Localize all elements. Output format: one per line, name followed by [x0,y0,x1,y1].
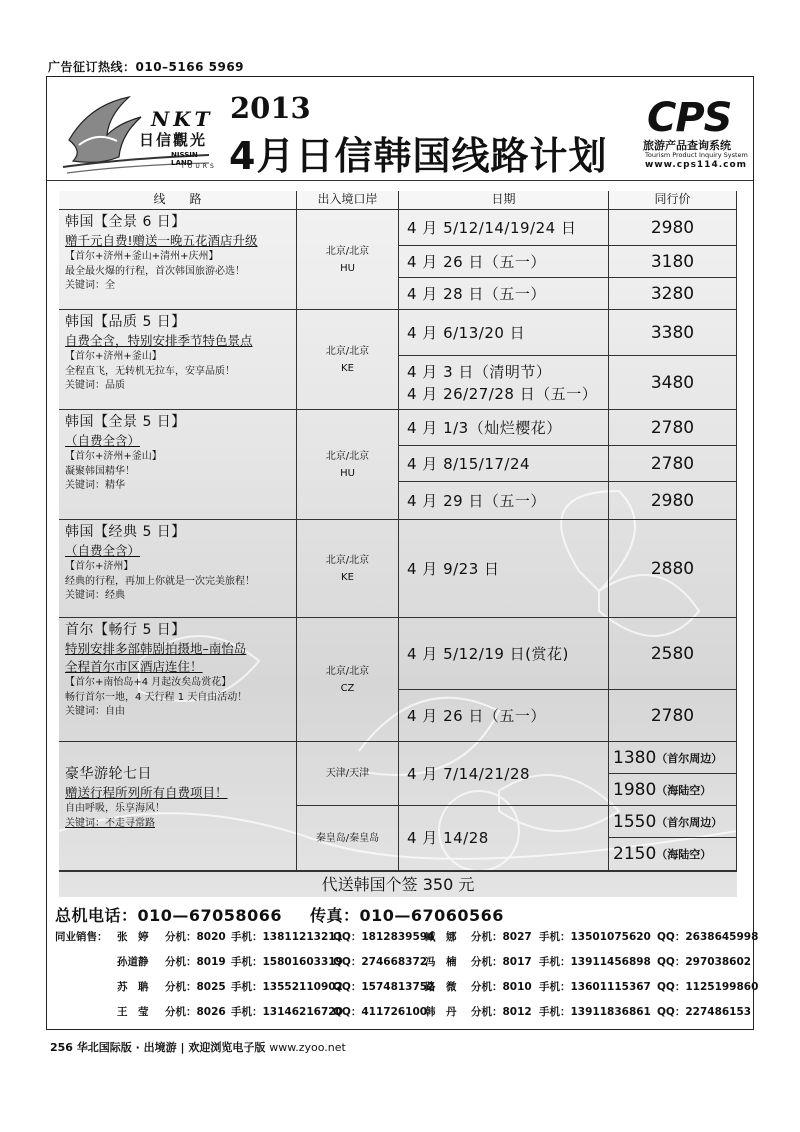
route-keyword: 关键词：不走寻常路 [65,817,155,829]
contact-name: 孙道静 [117,956,149,968]
port-city: 北京/北京 [325,665,370,677]
cruise-price [609,774,737,806]
main-phone: 总机电话：010—67058066 [55,906,282,925]
route-desc: 畅行首尔一地，4 天行程 1 天自由活动！ [65,691,248,703]
contact-qq: QQ：1812839594 [333,931,435,943]
contact-name: 张 婷 [117,931,149,943]
date-row: 4 月 29 日（五一） [399,482,609,520]
contact-name: 苏 聃 [117,981,149,993]
route-2 [59,310,297,410]
date-row: 4 月 26 日（五一） [399,690,609,742]
cruise-price [609,742,737,774]
price-value: 1980 [613,779,657,800]
contact-mobile: 手机：13601115367 [539,981,651,993]
price-cell: 2780 [609,690,737,742]
route-title: 韩国【经典 5 日】 [65,524,186,540]
cps-chinese: 旅游产品查询系统 [643,139,731,152]
price-value: 1380 [613,747,657,768]
date-row: 4 月 14/28 [399,806,609,871]
route-cities: 【首尔+济州+釜山】 [65,351,162,362]
price-tag: （首尔周边） [656,751,723,765]
contact-qq: QQ：227486153 [657,1006,752,1018]
route-1 [59,210,297,310]
header-price: 同行价 [609,191,737,210]
port-5 [297,618,399,742]
airline-code: HU [340,467,355,479]
page-frame [46,76,759,1030]
route-5 [59,618,297,742]
contact-ext: 分机：8019 [165,956,226,968]
date-line: 4 月 3 日（清明节） [407,362,552,381]
page-number: 256 [50,1041,73,1054]
price-cell: 2980 [609,210,737,246]
contact-mobile: 手机：13146216720 [231,1006,343,1018]
date-row: 4 月 26 日（五一） [399,246,609,278]
browse-label: 欢迎浏览电子版 [188,1041,266,1054]
price-cell: 3180 [609,246,737,278]
date-row: 4 月 28 日（五一） [399,278,609,310]
route-title: 韩国【全景 5 日】 [65,414,186,430]
header [47,77,753,181]
contact-qq: QQ：297038602 [657,956,752,968]
route-keyword: 关键词：全 [65,280,115,291]
port-city: 秦皇岛/秦皇岛 [315,832,380,844]
logo-tours: TOURS [181,163,217,170]
contact-qq: QQ：411726100 [333,1006,428,1018]
contact-ext: 分机：8012 [471,1006,532,1018]
route-desc: 最全最火爆的行程，首次韩国旅游必选！ [65,265,245,277]
year: 2013 [230,91,311,125]
cps-english: Tourism Product Inquiry System [645,151,748,159]
route-keyword: 关键词：精华 [65,480,125,491]
price-cell: 2780 [609,446,737,482]
date-row: 4 月 9/23 日 [399,520,609,618]
port-1 [297,210,399,310]
port-6b [297,806,399,871]
contact-name: 冯 楠 [425,956,457,968]
route-desc: 经典的行程，再加上你就是一次完美旅程！ [65,575,255,587]
route-desc: 自由呼吸，乐享海风！ [65,803,165,814]
contact-ext: 分机：8017 [471,956,532,968]
contact-name: 路 微 [425,981,457,993]
visa-notice: 代送韩国个签 350 元 [59,871,737,897]
cruise-price [609,806,737,838]
port-4 [297,520,399,618]
page-title: 4月日信韩国线路计划 [229,134,608,178]
date-row: 4 月 1/3（灿烂樱花） [399,410,609,446]
contact-mobile: 手机：13552110902 [231,981,343,993]
route-title: 豪华游轮七日 [65,766,152,782]
price-cell: 2780 [609,410,737,446]
port-2 [297,310,399,410]
contact-qq: QQ：1125199860 [657,981,759,993]
route-cities: 【首尔+济州】 [65,561,134,572]
contact-ext: 分机：8010 [471,981,532,993]
contact-name: 臧 娜 [425,931,457,943]
port-city: 北京/北京 [325,345,370,357]
date-row-multi [399,356,609,410]
logo-letters: NKT [151,107,214,131]
sales-label: 同业销售： [55,931,108,943]
price-tag: （首尔周边） [656,815,723,829]
footer-url[interactable]: www.zyoo.net [269,1041,346,1054]
route-keyword: 关键词：经典 [65,590,125,601]
footer-separator: | [180,1041,185,1054]
route-highlight: 赠送行程所列所有自费项目！ [65,785,228,800]
route-title: 韩国【品质 5 日】 [65,314,186,330]
header-route: 线 路 [59,191,297,210]
date-row: 4 月 6/13/20 日 [399,310,609,356]
airline-code: KE [341,571,354,583]
cps-logo: CPS [647,95,732,141]
airline-code: CZ [340,682,355,694]
phone-line [55,903,504,926]
price-cell: 3480 [609,356,737,410]
fax-number: 传真：010—67060566 [309,906,504,925]
contact-qq: QQ：1574813752 [333,981,435,993]
price-cell: 3280 [609,278,737,310]
price-tag: （海陆空） [656,848,712,861]
date-row: 4 月 5/12/19 日(赏花) [399,618,609,690]
contact-mobile: 手机：13911836861 [539,1006,651,1018]
route-6 [59,742,297,871]
contact-qq: QQ：2638645998 [657,931,759,943]
port-city: 北京/北京 [325,245,370,257]
route-keyword: 关键词：品质 [65,380,125,391]
contact-ext: 分机：8020 [165,931,226,943]
route-highlight-2: 全程首尔市区酒店连住！ [65,659,203,674]
route-title: 首尔【畅行 5 日】 [65,622,186,638]
header-port: 出入境口岸 [297,191,399,210]
header-date: 日期 [399,191,609,210]
logo-chinese: 日信觀光 [139,131,208,149]
airline-code: KE [341,362,354,374]
date-line: 4 月 26/27/28 日（五一） [407,384,598,403]
route-highlight: 赠千元自费!赠送一晚五花酒店升级 [65,233,258,248]
date-row: 4 月 8/15/17/24 [399,446,609,482]
route-desc: 全程直飞，无转机无拉车，安享品质！ [65,365,235,377]
route-cities: 【首尔+济州+釜山】 [65,451,162,462]
page-footer [50,1039,346,1055]
price-value: 1550 [613,811,657,832]
contact-name: 韩 丹 [425,1006,457,1018]
route-table [59,191,737,897]
cps-url: www.cps114.com [645,160,748,170]
ad-hotline: 广告征订热线：010–5166 5969 [48,60,245,74]
route-keyword: 关键词：自由 [65,706,125,717]
route-cities: 【首尔+济州+釜山+清州+庆州】 [65,251,219,262]
port-city: 北京/北京 [325,450,370,462]
port-city: 北京/北京 [325,554,370,566]
edition-label: 华北国际版 · 出境游 [76,1041,177,1054]
route-3 [59,410,297,520]
port-6a [297,742,399,806]
price-cell: 2980 [609,482,737,520]
contact-mobile: 手机：15801603319 [231,956,343,968]
price-tag: （海陆空） [656,783,712,797]
price-cell: 2580 [609,618,737,690]
contact-mobile: 手机：13811213211 [231,931,343,943]
price-cell: 2880 [609,520,737,618]
contact-name: 王 莹 [117,1006,149,1018]
contact-qq: QQ：274668372 [333,956,428,968]
airline-code: HU [340,262,355,274]
nkt-logo [59,85,219,175]
route-desc: 凝聚韩国精华！ [65,465,135,477]
contact-mobile: 手机：13501075620 [539,931,651,943]
price-value: 2150 [613,844,657,864]
contact-ext: 分机：8027 [471,931,532,943]
date-row: 4 月 7/14/21/28 [399,742,609,806]
contact-ext: 分机：8026 [165,1006,226,1018]
route-highlight: 特别安排多部韩剧拍摄地–南怡岛 [65,641,247,656]
port-3 [297,410,399,520]
route-cities: 【首尔+南怡岛+4 月起汝矣岛赏花】 [65,677,232,688]
route-title: 韩国【全景 6 日】 [65,214,186,230]
route-highlight: （自费全含） [65,433,141,448]
price-cell: 3380 [609,310,737,356]
contact-ext: 分机：8025 [165,981,226,993]
route-highlight: （自费全含） [65,543,141,558]
date-row: 4 月 5/12/14/19/24 日 [399,210,609,246]
logo-english: NISSIN LAND [171,151,198,167]
route-highlight: 自费全含，特别安排季节特色景点 [65,333,253,348]
cruise-price [609,838,737,871]
port-city: 天津/天津 [325,768,370,779]
contact-mobile: 手机：13911456898 [539,956,651,968]
route-4 [59,520,297,618]
